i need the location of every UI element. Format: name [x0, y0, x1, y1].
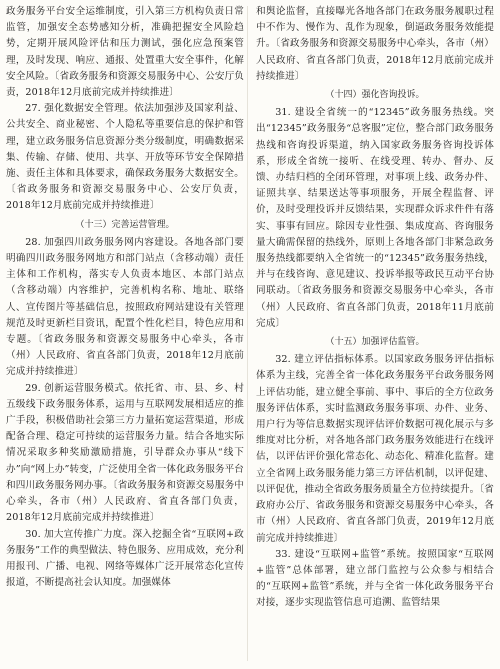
- paragraph-31-hotline: 31. 建设全省统一的“12345”政务服务热线。突出“12345”政务服务“总客服”定位，整合部门政务服务热线和咨询投诉渠道，纳入国家政务服务咨询投诉体系，形成全省统一接听、在线受理、转办、督办、反馈、办结归档的全闭环管理，对事项上线、政务办件、证照共享、结果送达等事项服务，开展全程监督、评价，及时受理投诉并反馈结果，实现群众诉求件件有落实、事事有回应。除因专业性强、集成度高、咨询服务量大确需保留的热线外，原则上各地各部门非紧急政务服务热线都要纳入全省统一的“12345”政务服务热线，并与在线咨询、意见建议、投诉举报等政民互动平台协同联动。〔省政务服务和资源交易服务中心牵头，各市（州）人民政府、省直各部门负责，2018年11月底前完成〕: [256, 107, 494, 329]
- left-column: [6, 4, 244, 612]
- two-column-body: [6, 4, 494, 612]
- paragraph-33-internet-supervision: 33. 建设“互联网+监管”系统。按照国家“互联网+监管”总体部署，建立部门监控与公众参与相结合的“互联网+监管”系统，并与全省一体化政务服务平台对接，逐步实现监管信息可追溯、监管结果: [256, 548, 494, 609]
- paragraph-29-operation-model: 29. 创新运营服务模式。依托省、市、县、乡、村五级线下政务服务体系，运用与互联网发展相适应的推广手段，积极借助社会第三方力量拓宽运营渠道，形成配备合理、稳定可持续的运营服务力量。结合各地实际情况采取多种奖励激励措施，引导群众办事从“线下办”向“网上办”转变，广泛使用全省一体化政务服务平台和四川政务服务网办事。〔省政务服务和资源交易服务中心牵头，各市（州）人民政府、省直各部门负责，2018年12月底前完成并持续推进〕: [6, 382, 244, 524]
- paragraph-32-evaluation-index: 32. 建立评估指标体系。以国家政务服务评估指标体系为主线，完善全省一体化政务服务平台政务服务网上评估功能，建立健全事前、事中、事后的全方位政务服务评估体系，实时监测政务服务事项、办件、业务、用户行为等信息数据实现评估评价数据可视化展示与多维度对比分析，对各地各部门政务服务效能进行在线评估，以评估评价强化常态化、动态化、精准化监督。建立全省网上政务服务能力第三方评估机制，以评促建、以评促优，推动全省政务服务质量全方位持续提升。〔省政府办公厅、省政务服务和资源交易服务中心牵头，各市（州）人民政府、省直各部门负责，2019年12月底前完成并持续推进〕: [256, 354, 494, 544]
- paragraph-security-ops-continued: 政务服务平台安全运维制度，引入第三方机构负责日常监管，加强安全态势感知分析，准确把握安全风险趋势，定期开展风险评估和压力测试，强化应急预案管理，及时发现、响应、通报、处置重大安全事件，化解安全风险。〔省政务服务和资源交易服务中心、公安厅负责，2018年12月底前完成并持续推进〕: [6, 6, 244, 99]
- subheading-14-consultation: （十四）强化咨询投诉。: [325, 90, 425, 101]
- column-divider: [247, 6, 248, 661]
- right-column: [256, 4, 494, 612]
- paragraph-28-content-building: 28. 加强四川政务服务网内容建设。各地各部门要明确四川政务服务网地方和部门站点（含移动端）责任主体和工作机构，落实专人负责本地区、本部门站点（含移动端）内容维护，完善机构名称、地址、联络人、宣传图片等基础信息，按照政府网站建设有关管理规范及时更新栏目资讯，配置个性化栏目，特色应用和专题。〔省政务服务和资源交易服务中心牵头，各市（州）人民政府、省直各部门负责，2018年12月底前完成并持续推进〕: [6, 236, 244, 378]
- paragraph-30-publicity: 30. 加大宣传推广力度。深入挖掘全省“互联网+政务服务”工作的典型做法、特色服务、应用成效，充分利用报刊、广播、电视、网络等媒体广泛开展常态化宣传报道，不断提高社会认知度。加强媒体: [6, 528, 244, 589]
- paragraph-media-supervision-continued: 和舆论监督，直接曝光各地各部门在政务服务履职过程中不作为、慢作为、乱作为现象，倒逼政务服务效能提升。〔省政务服务和资源交易服务中心牵头，各市（州）人民政府、省直各部门负责，2018年12月底前完成并持续推进〕: [256, 6, 494, 82]
- paragraph-27-data-security: 27. 强化数据安全管理。依法加强涉及国家利益、公共安全、商业秘密、个人隐私等重要信息的保护和管理，建立政务服务信息资源分类分级制度，明确数据采集、传输、存储、使用、共享、开放等环节安全保障措施、责任主体和具体要求，确保政务服务大数据安全。〔省政务服务和资源交易服务中心、公安厅负责，2018年12月底前完成并持续推进〕: [6, 103, 244, 212]
- subheading-13-operations: （十三）完善运营管理。: [75, 219, 175, 230]
- subheading-15-evaluation: （十五）加强评估监管。: [325, 337, 425, 348]
